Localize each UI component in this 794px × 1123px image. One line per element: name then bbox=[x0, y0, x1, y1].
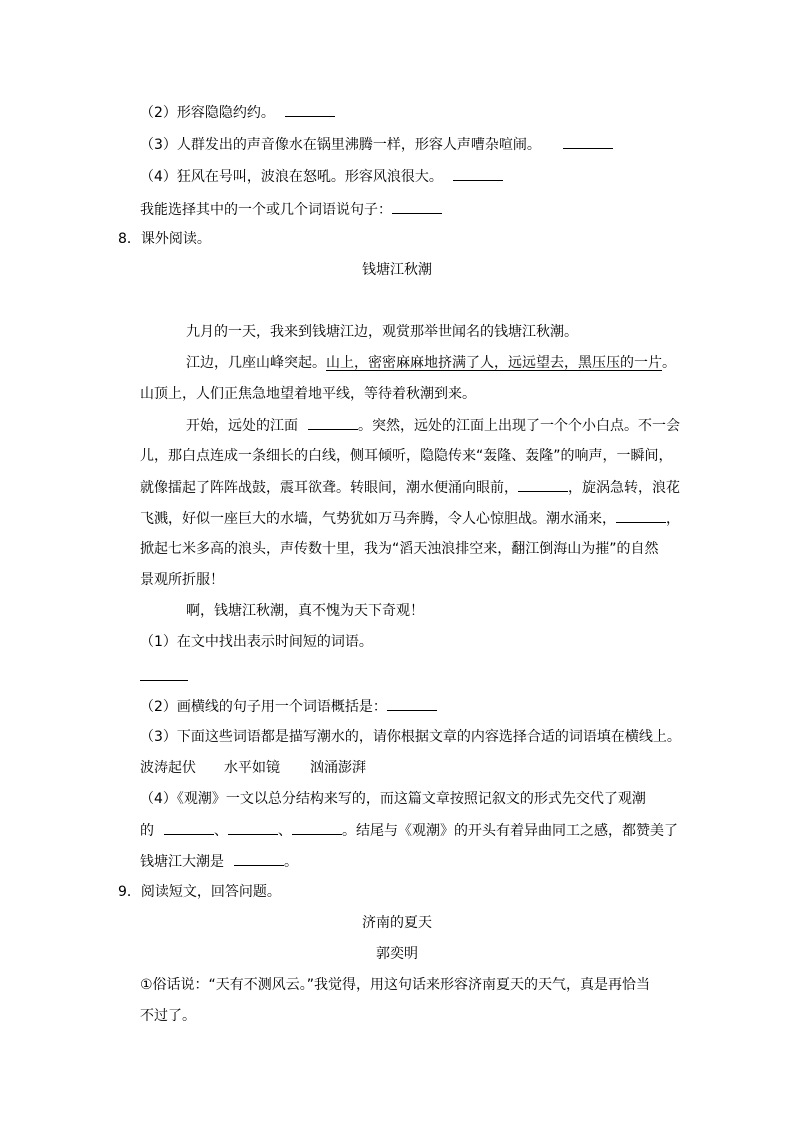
word-option: 汹涌澎湃 bbox=[310, 760, 366, 776]
q9-para-1-line-1: ①俗话说：“天有不测风云。”我觉得，用这句话来形容济南夏天的天气，真是再恰当 bbox=[140, 977, 651, 993]
q8-para-3-text-b: 。突然，远处的江面上出现了一个个小白点。不一会 bbox=[358, 418, 680, 434]
q8-heading: 8．课外阅读。 bbox=[118, 231, 211, 247]
q7-item-4 bbox=[140, 166, 503, 187]
q7-item-3-text: （3）人群发出的声音像水在锅里沸腾一样，形容人声嘈杂喧闹。 bbox=[140, 137, 541, 153]
q8-para-3-line-4 bbox=[140, 508, 680, 529]
q8-question-2 bbox=[140, 696, 437, 717]
q7-item-2-text: （2）形容隐隐约约。 bbox=[140, 105, 275, 121]
answer-blank[interactable] bbox=[616, 508, 666, 523]
q8-question-4-text-b: 。结尾与《观潮》的开头有着异曲同工之感，都赞美了 bbox=[342, 823, 678, 839]
q8-question-4-line-2 bbox=[140, 820, 678, 841]
q8-question-4-text-d: 。 bbox=[284, 854, 298, 870]
q8-question-3: （3）下面这些词语都是描写潮水的，请你根据文章的内容选择合适的词语填在横线上。 bbox=[140, 729, 681, 745]
answer-blank[interactable] bbox=[392, 199, 442, 214]
q8-para-3-line-1 bbox=[186, 415, 680, 436]
underlined-sentence: 山上，密密麻麻地挤满了人，远远望去，黑压压的一片 bbox=[326, 355, 662, 371]
q9-para-1-line-2: 不过了。 bbox=[140, 1008, 196, 1024]
q7-sentence-prompt bbox=[140, 199, 442, 220]
q8-question-4-line-3 bbox=[140, 851, 298, 872]
answer-blank[interactable] bbox=[453, 166, 503, 181]
q8-para-3-line-6: 景观所折服！ bbox=[140, 572, 224, 588]
answer-blank[interactable] bbox=[387, 696, 437, 711]
q8-para-2-end: 。 bbox=[662, 355, 676, 371]
answer-blank[interactable] bbox=[234, 851, 284, 866]
q8-word-bank bbox=[140, 758, 366, 778]
q8-para-4: 啊，钱塘江秋潮，真不愧为天下奇观！ bbox=[186, 603, 424, 619]
answer-blank[interactable] bbox=[308, 415, 358, 430]
q8-question-1: （1）在文中找出表示时间短的词语。 bbox=[140, 634, 373, 650]
q8-question-4-text-a: 的 bbox=[140, 823, 154, 839]
answer-blank[interactable] bbox=[228, 820, 278, 835]
answer-blank[interactable] bbox=[140, 680, 188, 681]
answer-blank[interactable] bbox=[563, 134, 613, 149]
q8-question-4-line-1: （4）《观潮》一文以总分结构来写的，而这篇文章按照记叙文的形式先交代了观潮 bbox=[140, 791, 646, 807]
q7-item-2 bbox=[140, 102, 335, 123]
q8-para-3-line-5: 掀起七米多高的浪头，声传数十里，我为“滔天浊浪排空来，翻江倒海山为摧”的自然 bbox=[140, 541, 659, 557]
q8-para-3-text-e: 飞溅，好似一座巨大的水墙，气势犹如万马奔腾，令人心惊胆战。潮水涌来， bbox=[140, 511, 616, 527]
q8-para-1: 九月的一天，我来到钱塘江边，观赏那举世闻名的钱塘江秋潮。 bbox=[186, 324, 578, 340]
separator: 、 bbox=[214, 823, 228, 839]
word-option: 波涛起伏 bbox=[140, 760, 196, 776]
q8-para-3-text-d: ，旋涡急转，浪花 bbox=[568, 480, 680, 496]
q9-author: 郭奕明 bbox=[376, 946, 418, 962]
q7-sentence-text: 我能选择其中的一个或几个词语说句子： bbox=[140, 202, 392, 218]
q8-para-3-line-2: 儿，那白点连成一条细长的白线，侧耳倾听，隐隐传来“轰隆、轰隆”的响声，一瞬间， bbox=[140, 448, 673, 464]
q8-para-3-text-f: ， bbox=[666, 511, 680, 527]
answer-blank[interactable] bbox=[518, 477, 568, 492]
q7-item-3 bbox=[140, 134, 613, 155]
q8-para-2-line-2: 山顶上，人们正焦急地望着地平线，等待着秋潮到来。 bbox=[140, 386, 476, 402]
q7-item-4-text: （4）狂风在号叫，波浪在怒吼。形容风浪很大。 bbox=[140, 169, 443, 185]
q8-para-3-text-a: 开始，远处的江面 bbox=[186, 418, 298, 434]
answer-blank[interactable] bbox=[292, 820, 342, 835]
q8-passage-title: 钱塘江秋潮 bbox=[362, 262, 432, 278]
answer-blank[interactable] bbox=[285, 102, 335, 117]
q8-question-2-text: （2）画横线的句子用一个词语概括是： bbox=[140, 699, 387, 715]
q8-para-3-line-3 bbox=[140, 477, 680, 498]
q9-heading: 9．阅读短文，回答问题。 bbox=[118, 884, 281, 900]
q8-para-2-line-1 bbox=[186, 353, 676, 373]
q8-para-2-text: 江边，几座山峰突起。 bbox=[186, 355, 326, 371]
separator: 、 bbox=[278, 823, 292, 839]
answer-blank[interactable] bbox=[164, 820, 214, 835]
q9-passage-title: 济南的夏天 bbox=[362, 915, 432, 931]
q8-question-4-text-c: 钱塘江大潮是 bbox=[140, 854, 224, 870]
word-option: 水平如镜 bbox=[224, 760, 280, 776]
q8-para-3-text-c: 就像擂起了阵阵战鼓，震耳欲聋。转眼间，潮水便涌向眼前， bbox=[140, 480, 518, 496]
